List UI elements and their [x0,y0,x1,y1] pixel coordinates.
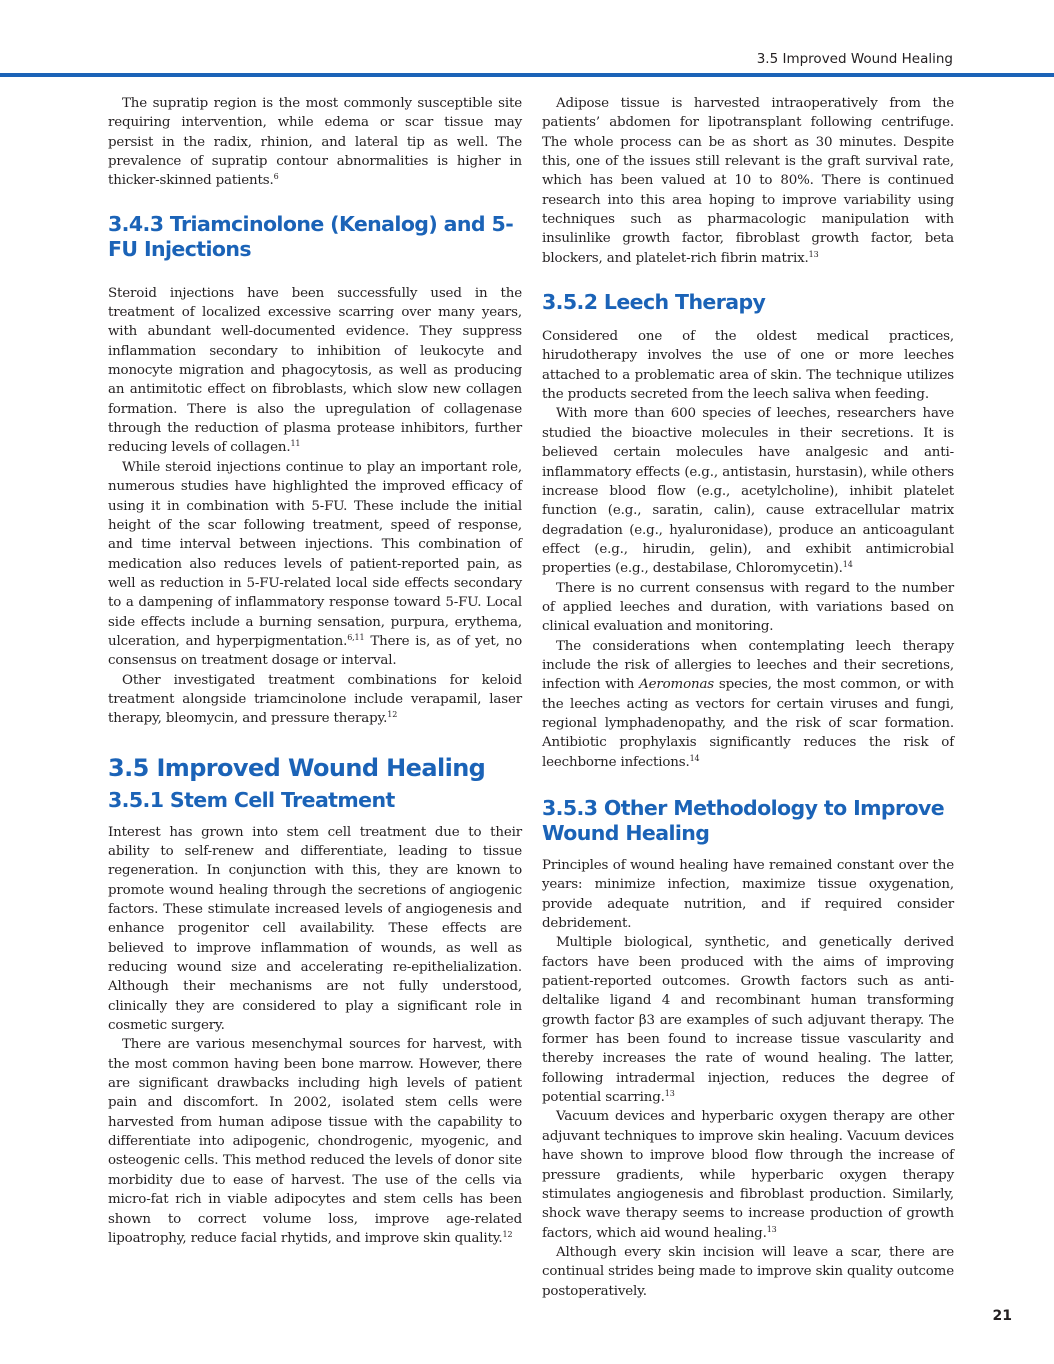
citation: 6,11 [347,632,365,642]
section-heading-3-5-2: 3.5.2 Leech Therapy [542,290,766,315]
paragraph: Interest has grown into stem cell treatment due to their ability to self-renew and differentiate, leading to tissue regeneration. In conjunction with this, they are known to promote wound healing through the secretions of angiogenic factors. These stimulate increased levels of angiogenesis and enhance progenitor cell availability. These effects are believed to improve inflammation of wounds, as well as reducing wound size and accelerating re-epithelialization. Although their mechanisms are not fully understood, clinically they are considered to play a significant role in cosmetic surgery. [108,824,522,1034]
running-head: 3.5 Improved Wound Healing [756,51,953,67]
citation: 11 [290,439,301,449]
section-heading-3-5: 3.5 Improved Wound Healing [108,753,486,782]
paragraph: Although every skin incision will leave a scar, there are continual strides being made to improve skin quality outcome postoperatively. [542,1244,954,1299]
paragraph: The considerations when contemplating leech therapy include the risk of allergies to leeches and their secretions, infection with Aeromonas species, the most common, or with the leeches acting as vectors for certain viruses and fungi, regional lymphadenopathy, and the risk of scar formation. Antibiotic prophylaxis significantly reduces the risk of leechborne infections.$^{14}$ [542,638,954,770]
section-heading-3-5-3: 3.5.3 Other Methodology to Improve Wound Healing [542,796,945,845]
paragraph: While steroid injections continue to play an important role, numerous studies have highlighted the improved efficacy of using it in combination with 5-FU. These include the initial height of the scar following treatment, speed of response, and time interval between injections. This combination of medication also reduces levels of patient-reported pain, as well as reduction in 5-FU-related local side effects secondary to a dampening of inflammatory response toward 5-FU. Local side effects include a burning sensation, purpura, erythema, ulceration, and hyperpigmentation.$^{6,11}$ There is, as of yet, no consensus on treatment dosage or interval. [108,459,522,669]
page-number: 21 [992,1308,1012,1324]
paragraph: The supratip region is the most commonly susceptible site requiring intervention, while edema or scar tissue may persist in the radix, rhinion, and lateral tip as well. The prevalence of supratip contour abnormalities is higher in thicker-skinned patients.$^6$ [108,96,522,189]
paragraph: Other investigated treatment combinations for keloid treatment alongside triamcinolone include verapamil, laser therapy, bleomycin, and pressure therapy.$^{12}$ [108,672,522,727]
citation: 6 [273,172,279,182]
citation: 12 [387,710,398,720]
citation: 12 [502,1229,513,1239]
paragraph: Vacuum devices and hyperbaric oxygen therapy are other adjuvant techniques to improve skin healing. Vacuum devices have shown to improve blood flow through the increase of pressure gradients, while hyperbaric oxygen therapy stimulates angiogenesis and fibroblast production. Similarly, shock wave therapy seems to increase production of growth factors, which aid wound healing.$^{13}$ [542,1109,954,1241]
paragraph: Principles of wound healing have remained constant over the years: minimize infection, maximize tissue oxygenation, provide adequate nutrition, and if required consider debridement. [542,858,954,932]
paragraph: There are various mesenchymal sources for harvest, with the most common having been bone marrow. However, there are significant drawbacks including high levels of patient pain and discomfort. In 2002, isolated stem cells were harvested from human adipose tissue with the capability to differentiate into adipogenic, chondrogenic, myogenic, and osteogenic cells. This method reduced the levels of donor site morbidity due to ease of harvest. The use of the cells via micro-fat rich in viable adipocytes and stem cells has been shown to correct volume loss, improve age-related lipoatrophy, reduce facial rhytids, and improve skin quality.$^{12}$ [108,1037,522,1246]
right-column [542,94,954,1301]
paragraph: There is no current consensus with regard to the number of applied leeches and duration, with variations based on clinical evaluation and monitoring. [542,580,954,635]
header-rule [0,73,1054,77]
citation: 13 [766,1224,777,1234]
paragraph: With more than 600 species of leeches, researchers have studied the bioactive molecules in their secretions. It is believed certain molecules have analgesic and anti-inflammatory effects (e.g., antistasin, hurstasin), while others increase blood flow (e.g., acetylcholine), inhibit platelet function (e.g., saratin, calin), cause extracellular matrix degradation (e.g., hyaluronidase), produce an anticoagulant effect (e.g., hirudin, gelin), and exhibit antimicrobial properties (e.g., destabilase, Chloromycetin).$^{14}$ [542,406,954,577]
paragraph: Steroid injections have been successfully used in the treatment of localized excessive scarring over many years, with abundant well-documented evidence. They suppress inflammation secondary to inhibition of leukocyte and monocyte migration and phagocytosis, as well as producing an antimitotic effect on fibroblasts, which slow new collagen formation. There is also the upregulation of collagenase through the reduction of plasma protease inhibitors, further reducing levels of collagen.$^{11}$ [108,285,522,456]
citation: 13 [808,249,819,259]
citation: 13 [664,1089,675,1099]
paragraph: Multiple biological, synthetic, and genetically derived factors have been produced with the aims of improving patient-reported outcomes. Growth factors such as anti-deltalike ligand 4 and recombinant human transforming growth factor β3 are examples of such adjuvant therapy. The former has been found to increase tissue vascularity and thereby increases the rate of wound healing. The latter, following intradermal injection, reduces the degree of potential scarring.$^{13}$ [542,935,954,1106]
italic-term: Aeromonas [639,677,715,693]
section-heading-3-4-3: 3.4.3 Triamcinolone (Kenalog) and 5-FU Injections [108,211,514,261]
citation: 14 [842,560,853,570]
left-column [108,94,522,1248]
citation: 14 [689,753,700,763]
paragraph: Adipose tissue is harvested intraoperatively from the patients’ abdomen for lipotransplant following centrifuge. The whole process can be as short as 30 minutes. Despite this, one of the issues still relevant is the graft survival rate, which has been valued at 10 to 80%. There is continued research into this area hoping to improve variability using techniques such as pharmacologic manipulation with insulinlike growth factor, fibroblast growth factor, beta blockers, and platelet-rich fibrin matrix.$^{13}$ [542,96,954,266]
paragraph: Considered one of the oldest medical practices, hirudotherapy involves the use of one or more leeches attached to a problematic area of skin. The technique utilizes the products secreted from the leech saliva when feeding. [542,329,954,403]
section-heading-3-5-1: 3.5.1 Stem Cell Treatment [108,787,395,812]
